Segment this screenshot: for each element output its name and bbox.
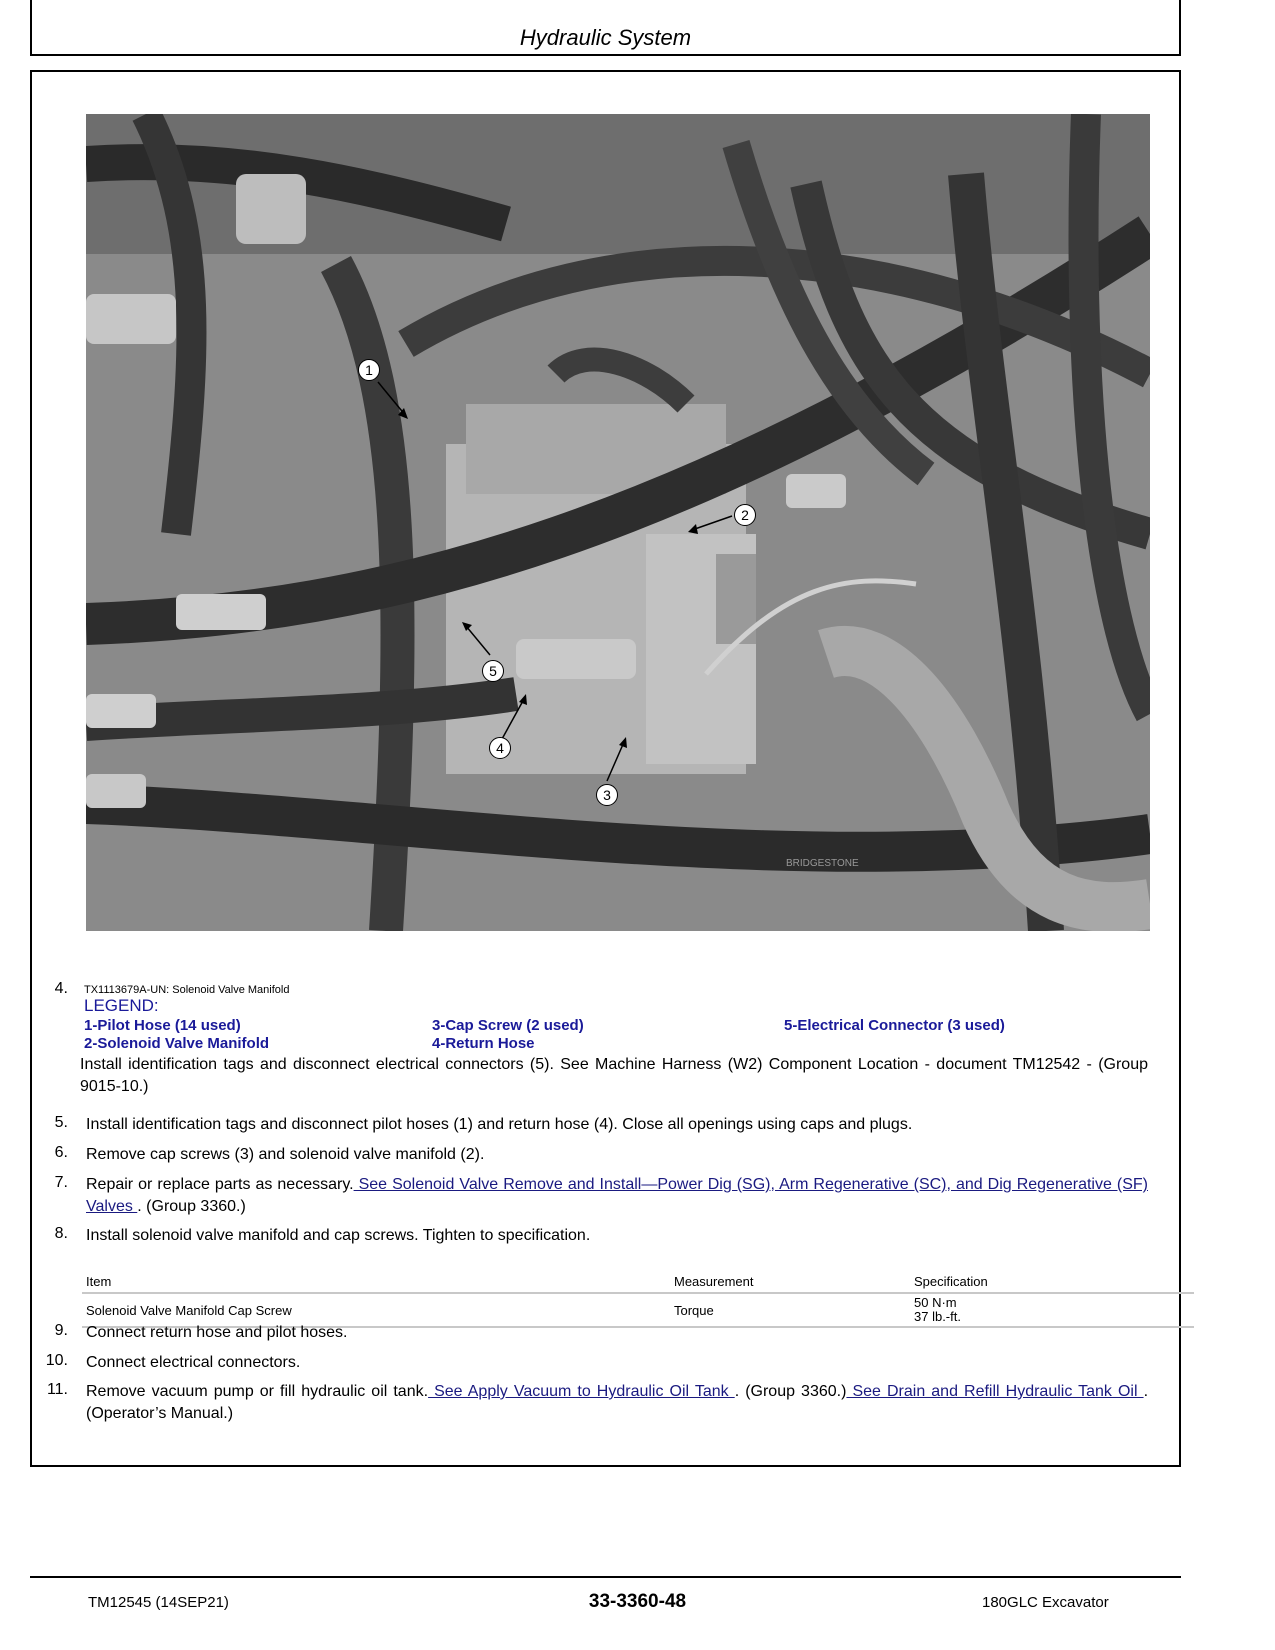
legend-item-solenoid-valve-manifold: 2-Solenoid Valve Manifold	[84, 1035, 270, 1052]
step-6-text: Remove cap screws (3) and solenoid valve manifold (2).	[86, 1146, 485, 1163]
legend-item-pilot-hose: 1-Pilot Hose (14 used)	[84, 1017, 241, 1034]
step-7-group: . (Group 3360.)	[137, 1198, 246, 1215]
step-9-number: 9.	[54, 1322, 68, 1339]
step-11-manual: . (Operator’s Manual.)	[86, 1383, 1149, 1422]
torque-spec-table	[82, 1270, 1194, 1328]
callout-1: 1	[358, 359, 380, 381]
step-11-group: . (Group 3360.)	[734, 1383, 847, 1400]
step-4-text: Install identification tags and disconnect electrical connectors (5). See Machine Harness (W2) Component Location - document TM12542 - (Group 9015-10.)	[80, 1056, 1148, 1095]
column-header-item: Item	[82, 1270, 670, 1293]
step-8-text: Install solenoid valve manifold and cap screws. Tighten to specification.	[86, 1227, 591, 1244]
step-11-number: 11.	[46, 1381, 68, 1398]
step-7-text	[86, 1174, 1148, 1218]
spec-item-cell: Solenoid Valve Manifold Cap Screw	[82, 1293, 670, 1327]
callout-4: 4	[489, 737, 511, 759]
footer-page-number: 33-3360-48	[588, 1591, 687, 1612]
spec-imperial-value: 37 lb.-ft.	[914, 1309, 961, 1324]
callout-5: 5	[482, 660, 504, 682]
legend-item-return-hose: 4-Return Hose	[432, 1035, 535, 1052]
step-5-number: 5.	[54, 1114, 68, 1131]
footer-divider	[30, 1576, 1181, 1578]
table-header-row	[82, 1270, 1194, 1293]
solenoid-valve-remove-install-link[interactable]: See Solenoid Valve Remove and Install—Power Dig (SG), Arm Regenerative (SC), and Dig Regenerative (SF) Valves	[86, 1176, 1148, 1215]
step-10-text: Connect electrical connectors.	[86, 1354, 301, 1371]
apply-vacuum-link[interactable]: See Apply Vacuum to Hydraulic Oil Tank	[428, 1383, 735, 1400]
column-header-specification: Specification	[910, 1270, 1194, 1293]
step-7-lead: Repair or replace parts as necessary.	[86, 1176, 354, 1193]
hose-print-label: BRIDGESTONE	[786, 858, 859, 869]
step-11-lead: Remove vacuum pump or fill hydraulic oil tank.	[86, 1383, 429, 1400]
legend-title: LEGEND:	[84, 996, 159, 1015]
callout-3: 3	[596, 784, 618, 806]
spec-measurement-cell: Torque	[670, 1293, 910, 1327]
step-8-number: 8.	[54, 1225, 68, 1242]
figure-caption: TX1113679A-UN: Solenoid Valve Manifold	[84, 984, 290, 996]
step-9-text: Connect return hose and pilot hoses.	[86, 1324, 348, 1341]
step-6-number: 6.	[54, 1144, 68, 1161]
spec-metric-value: 50 N·m	[914, 1295, 957, 1310]
legend-item-electrical-connector: 5-Electrical Connector (3 used)	[784, 1017, 1005, 1034]
step-11-text	[86, 1381, 1148, 1425]
column-header-measurement: Measurement	[670, 1270, 910, 1293]
step-10-number: 10.	[45, 1352, 68, 1369]
legend-item-cap-screw: 3-Cap Screw (2 used)	[432, 1017, 584, 1034]
drain-refill-tank-link[interactable]: See Drain and Refill Hydraulic Tank Oil	[846, 1383, 1144, 1400]
page-header	[30, 0, 1181, 56]
step-7-number: 7.	[54, 1174, 68, 1191]
footer-machine-model: 180GLC Excavator	[982, 1594, 1109, 1611]
page-title: Hydraulic System	[519, 25, 692, 50]
callout-2: 2	[734, 504, 756, 526]
content-frame	[30, 70, 1181, 1467]
solenoid-valve-manifold-photo	[86, 114, 1150, 931]
step-5-text: Install identification tags and disconnect pilot hoses (1) and return hose (4). Close all openings using caps and plugs.	[86, 1116, 913, 1133]
step-4-number: 4.	[54, 980, 68, 997]
footer-manual-id: TM12545 (14SEP21)	[88, 1594, 229, 1611]
photo-illustration	[86, 114, 1150, 931]
